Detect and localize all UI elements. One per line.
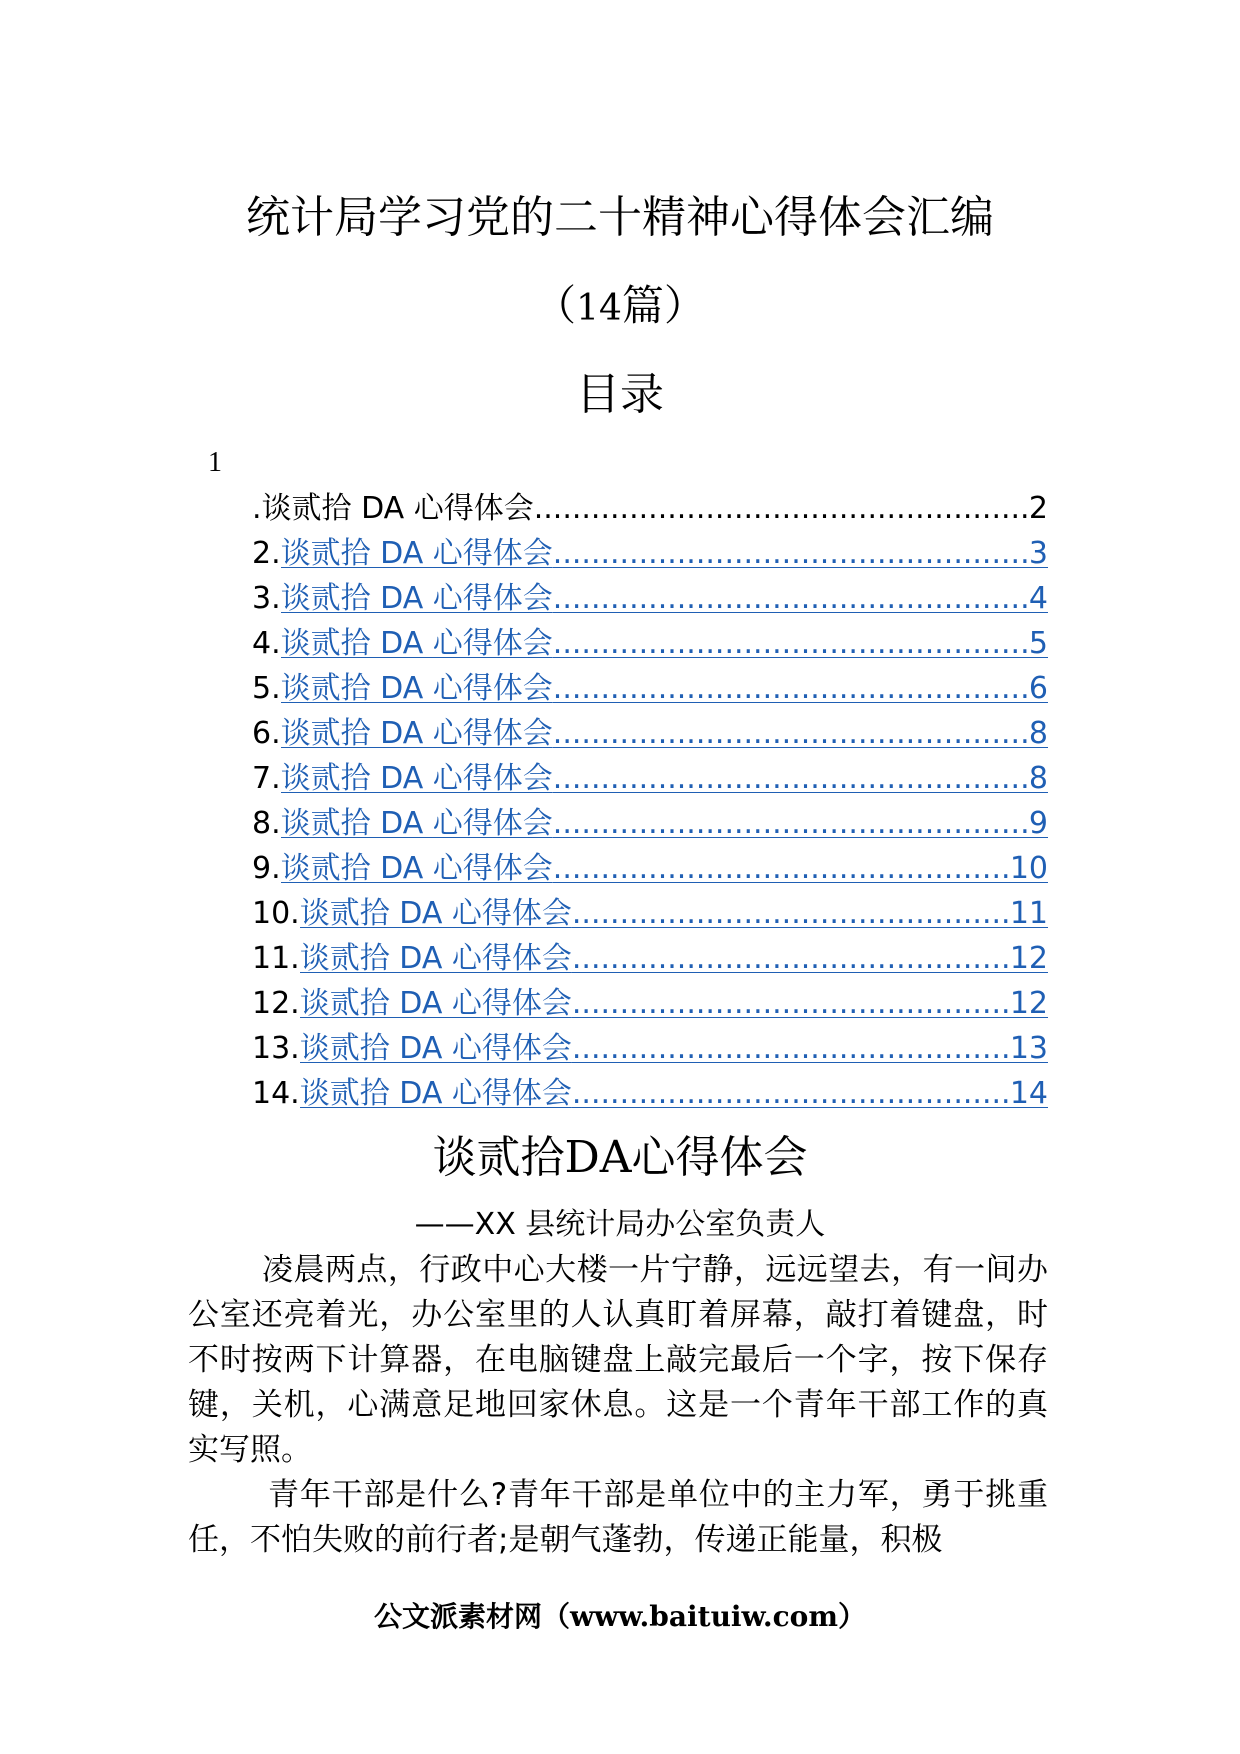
article-body (188, 1248, 1048, 1563)
toc-item (252, 576, 1048, 621)
toc-item-number: 5. (252, 671, 281, 706)
toc-item-leader-dots (553, 576, 1029, 621)
count-open: （ (534, 281, 577, 330)
toc-item-link[interactable] (281, 621, 1048, 666)
toc-item-number: 9. (252, 851, 281, 886)
toc-item-label: 谈贰拾 DA 心得体会 (299, 1076, 572, 1111)
toc-item-number: 14. (252, 1076, 300, 1111)
document-title: 统计局学习党的二十精神心得体会汇编 (246, 192, 994, 243)
toc-item (252, 846, 1048, 891)
toc-item-number: 3. (252, 581, 281, 616)
document-article-count (0, 276, 1240, 339)
toc-item-label: 谈贰拾 DA 心得体会 (280, 806, 553, 841)
toc-item-link[interactable] (300, 936, 1048, 981)
toc-item-number: 8. (252, 806, 281, 841)
toc-item-leader-dots (553, 621, 1029, 666)
toc-item-label: 谈贰拾 DA 心得体会 (299, 941, 572, 976)
article-paragraph: 青年干部是什么?青年干部是单位中的主力军，勇于挑重任，不怕失败的前行者;是朝气蓬勃，传递正能量，积极 (188, 1477, 1048, 1558)
toc-item-number: 11. (252, 941, 300, 976)
toc-item-page-number: 10 (1009, 851, 1048, 886)
toc-item-number: 7. (252, 761, 281, 796)
toc-item-link[interactable] (281, 711, 1048, 756)
toc-item (252, 486, 1048, 531)
toc-item-link[interactable] (281, 531, 1048, 576)
toc-item-leader-dots (553, 756, 1029, 801)
toc-item (252, 1026, 1048, 1071)
table-of-contents (252, 486, 1048, 1116)
toc-item-page-number: 8 (1028, 761, 1048, 796)
toc-item (252, 936, 1048, 981)
toc-item (252, 711, 1048, 756)
toc-item-leader-dots (572, 1071, 1010, 1116)
toc-item-page-number: 8 (1028, 716, 1048, 751)
article-title-part-c: 心得体会 (631, 1132, 808, 1183)
toc-item-page-number: 14 (1009, 1076, 1048, 1111)
toc-item-label: 谈贰拾 DA 心得体会 (280, 716, 553, 751)
toc-item-link[interactable] (300, 1071, 1048, 1116)
toc-item-page-number: 5 (1028, 626, 1048, 661)
toc-item-link[interactable] (281, 846, 1048, 891)
toc-item-leader-dots (572, 1026, 1010, 1071)
toc-item-number: 4. (252, 626, 281, 661)
toc-item-label: .谈贰拾 DA 心得体会 (252, 491, 534, 526)
toc-item-leader-dots (553, 846, 1010, 891)
toc-item-number: 6. (252, 716, 281, 751)
toc-item (252, 1071, 1048, 1116)
toc-item-page-number: 4 (1028, 581, 1048, 616)
toc-item (252, 666, 1048, 711)
toc-item-number: 2. (252, 536, 281, 571)
toc-item (252, 981, 1048, 1026)
toc-item-leader-dots (534, 486, 1029, 531)
toc-item-link[interactable] (300, 891, 1048, 936)
toc-item (252, 621, 1048, 666)
toc-item-link[interactable] (281, 666, 1048, 711)
toc-item-label: 谈贰拾 DA 心得体会 (299, 1031, 572, 1066)
toc-item-label: 谈贰拾 DA 心得体会 (280, 626, 553, 661)
toc-item-link[interactable] (300, 1026, 1048, 1071)
toc-item (252, 756, 1048, 801)
toc-item-label: 谈贰拾 DA 心得体会 (280, 851, 553, 886)
toc-item-label: 谈贰拾 DA 心得体会 (299, 896, 572, 931)
toc-item-page-number: 3 (1028, 536, 1048, 571)
article-title (0, 1128, 1240, 1188)
toc-item-label: 谈贰拾 DA 心得体会 (280, 671, 553, 706)
article-title-part-b: DA (564, 1132, 632, 1183)
toc-item-leader-dots (553, 711, 1029, 756)
toc-item-link[interactable] (281, 576, 1048, 621)
toc-item-link[interactable] (281, 801, 1048, 846)
toc-item-label: 谈贰拾 DA 心得体会 (280, 536, 553, 571)
toc-item (252, 531, 1048, 576)
toc-item-link[interactable] (252, 486, 1048, 531)
toc-item-label: 谈贰拾 DA 心得体会 (280, 581, 553, 616)
toc-item-label: 谈贰拾 DA 心得体会 (280, 761, 553, 796)
toc-item (252, 801, 1048, 846)
toc-item-link[interactable] (281, 756, 1048, 801)
toc-item-number: 12. (252, 986, 300, 1021)
toc-item-page-number: 12 (1009, 941, 1048, 976)
toc-heading: 目录 (576, 369, 664, 420)
toc-item-leader-dots (553, 666, 1029, 711)
footer-watermark: 公文派素材网（www.baituiw.com） (374, 1600, 866, 1633)
toc-item-page-number: 6 (1028, 671, 1048, 706)
toc-stray-number: 1 (208, 447, 222, 478)
toc-item-leader-dots (553, 531, 1029, 576)
article-byline: ——XX 县统计局办公室负责人 (414, 1207, 826, 1242)
toc-item-leader-dots (572, 936, 1010, 981)
toc-item-leader-dots (572, 891, 1010, 936)
toc-item (252, 891, 1048, 936)
count-close: 篇） (621, 281, 706, 330)
toc-item-page-number: 11 (1009, 896, 1048, 931)
toc-item-page-number: 2 (1028, 491, 1048, 526)
toc-item-page-number: 12 (1009, 986, 1048, 1021)
toc-item-leader-dots (572, 981, 1010, 1026)
toc-item-page-number: 13 (1009, 1031, 1048, 1066)
toc-item-leader-dots (553, 801, 1029, 846)
article-paragraph: 凌晨两点，行政中心大楼一片宁静，远远望去，有一间办公室还亮着光，办公室里的人认真盯着屏幕，敲打着键盘，时不时按两下计算器，在电脑键盘上敲完最后一个字，按下保存键，关机，心满意足地回家休息。这是一个青年干部工作的真实写照。 (188, 1252, 1048, 1468)
toc-item-number: 13. (252, 1031, 300, 1066)
article-title-part-a: 谈贰拾 (432, 1132, 565, 1183)
count-number: 14 (576, 288, 622, 329)
toc-item-link[interactable] (300, 981, 1048, 1026)
toc-item-number: 10. (252, 896, 300, 931)
toc-item-page-number: 9 (1028, 806, 1048, 841)
toc-item-label: 谈贰拾 DA 心得体会 (299, 986, 572, 1021)
